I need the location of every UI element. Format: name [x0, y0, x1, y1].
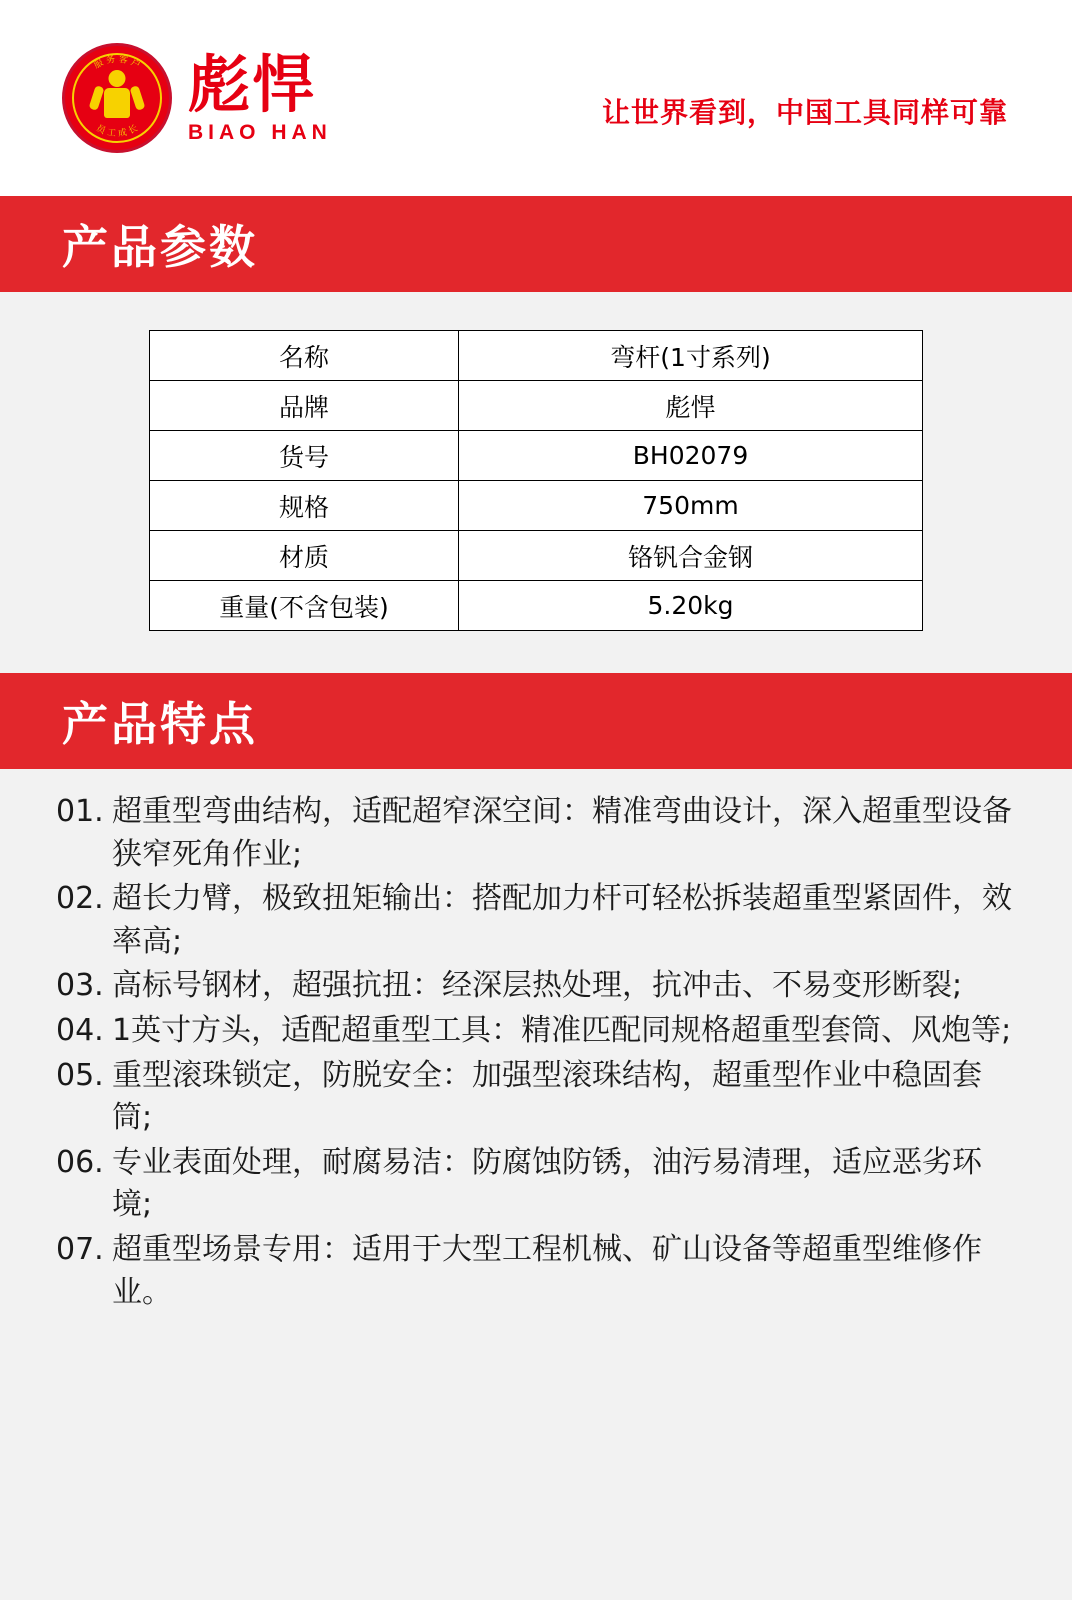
logo-name-en: BIAO HAN — [188, 120, 332, 144]
feature-text: 专业表面处理，耐腐易洁：防腐蚀防锈，油污易清理，适应恶劣环境; — [112, 1144, 982, 1223]
spec-label: 规格 — [150, 481, 459, 531]
feature-number: 06. — [56, 1144, 104, 1180]
spec-label: 名称 — [150, 331, 459, 381]
section-bar-features — [0, 673, 1072, 769]
feature-number: 07. — [56, 1231, 104, 1267]
spec-label: 货号 — [150, 431, 459, 481]
table-row — [150, 481, 923, 531]
spec-value: 彪悍 — [459, 381, 923, 431]
section-title-parameters: 产品参数 — [62, 220, 258, 274]
spec-value: 铬钒合金钢 — [459, 531, 923, 581]
brand-logo — [62, 43, 332, 153]
table-row — [150, 331, 923, 381]
features-list — [0, 769, 1072, 1314]
list-item — [56, 878, 1016, 963]
table-row — [150, 431, 923, 481]
spec-value: BH02079 — [459, 431, 923, 481]
table-row — [150, 581, 923, 631]
logo-emblem-icon — [62, 43, 172, 153]
feature-number: 04. — [56, 1012, 104, 1048]
page-header — [0, 0, 1072, 196]
list-item — [56, 965, 1016, 1008]
feature-number: 05. — [56, 1057, 104, 1093]
feature-number: 02. — [56, 881, 104, 917]
section-title-features: 产品特点 — [62, 697, 258, 751]
feature-text: 重型滚珠锁定，防脱安全：加强型滚珠结构，超重型作业中稳固套筒; — [112, 1057, 982, 1136]
list-item — [56, 791, 1016, 876]
feature-text: 超重型场景专用：适用于大型工程机械、矿山设备等超重型维修作业。 — [112, 1231, 982, 1310]
list-item — [56, 1229, 1016, 1314]
table-row — [150, 531, 923, 581]
feature-text: 超重型弯曲结构，适配超窄深空间：精准弯曲设计，深入超重型设备狭窄死角作业; — [112, 794, 1012, 872]
feature-number: 01. — [56, 794, 104, 829]
table-row — [150, 381, 923, 431]
spec-label: 材质 — [150, 531, 459, 581]
feature-text: 高标号钢材，超强抗扭：经深层热处理，抗冲击、不易变形断裂; — [112, 968, 963, 1004]
feature-text: 1英寸方头，适配超重型工具：精准匹配同规格超重型套筒、风炮等; — [112, 1012, 1012, 1048]
logo-wordmark — [188, 47, 332, 144]
feature-number: 03. — [56, 968, 104, 1004]
spec-value: 5.20kg — [459, 581, 923, 631]
feature-text: 超长力臂，极致扭矩输出：搭配加力杆可轻松拆装超重型紧固件，效率高; — [112, 881, 1012, 959]
spec-value: 750mm — [459, 481, 923, 531]
spec-label: 重量(不含包装) — [150, 581, 459, 631]
spec-table-wrapper — [0, 292, 1072, 673]
spec-label: 品牌 — [150, 381, 459, 431]
brand-slogan: 让世界看到，中国工具同样可靠 — [601, 97, 1008, 128]
svg-text:服 务 客 户: 服 务 客 户 — [92, 54, 142, 72]
logo-name-cn: 彪悍 — [188, 47, 317, 121]
list-item — [56, 1142, 1016, 1227]
list-item — [56, 1055, 1016, 1140]
svg-text:员 工 成 长: 员 工 成 长 — [94, 123, 140, 140]
section-bar-parameters — [0, 196, 1072, 292]
list-item — [56, 1010, 1016, 1053]
spec-value: 弯杆(1寸系列) — [459, 331, 923, 381]
logo-arc-text — [65, 46, 169, 150]
spec-table — [149, 330, 923, 631]
